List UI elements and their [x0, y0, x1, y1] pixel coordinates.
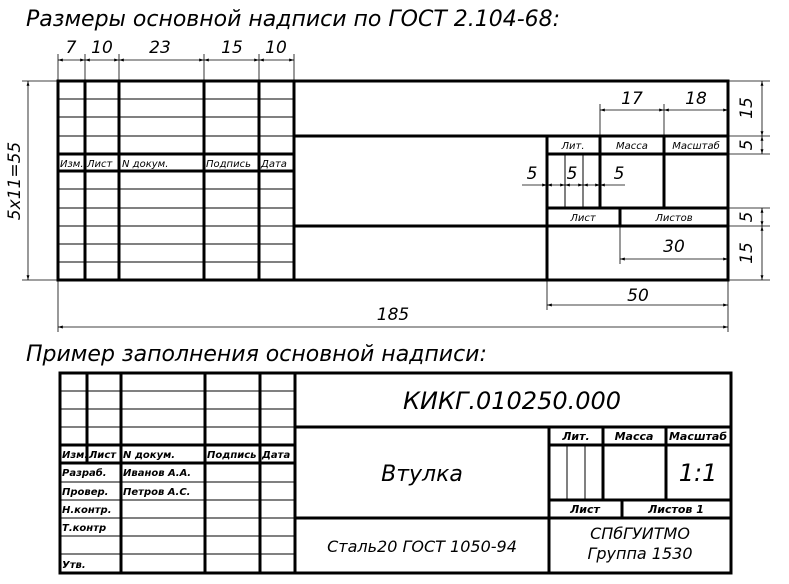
dim-5c: 5: [613, 164, 625, 184]
inner-width-dimensions: [600, 89, 728, 136]
dim-5b: 5: [566, 164, 578, 184]
bottom-dimensions: [58, 280, 728, 332]
diagram-frame: [58, 81, 728, 280]
person-razrab: Иванов А.А.: [123, 468, 192, 479]
ex-header-lit: Лит.: [562, 430, 590, 443]
ex-organization: СПбГУИТМО: [590, 524, 690, 543]
dim-5-right-b: 5: [737, 211, 757, 223]
dim-10b: 10: [265, 38, 287, 58]
lit-cell-dimensions: [522, 164, 625, 185]
header-list: Лист: [87, 159, 113, 170]
dim-17: 17: [621, 89, 643, 109]
ex-header-n-dokum: N докум.: [123, 450, 176, 461]
role-prover: Провер.: [62, 487, 109, 498]
header-sheet: Лист: [570, 213, 596, 224]
role-razrab: Разраб.: [62, 468, 107, 479]
role-utv: Утв.: [62, 560, 86, 571]
header-lit: Лит.: [561, 141, 585, 152]
role-n-kontr: Н.контр.: [62, 505, 112, 516]
header-data: Дата: [261, 159, 287, 170]
ex-header-data: Дата: [262, 450, 291, 461]
dim-30: 30: [663, 237, 685, 257]
left-dimension: [5, 81, 58, 280]
example-column-headers: [62, 450, 290, 461]
sheet-width-dimension: [620, 226, 728, 264]
dimensions-heading: Размеры основной надписи по ГОСТ 2.104-68:: [26, 7, 561, 32]
ex-group: Группа 1530: [587, 544, 693, 563]
ex-header-izm: Изм.: [62, 450, 89, 461]
example-fields: [327, 387, 717, 563]
ex-designation: КИКГ.010250.000: [402, 387, 622, 415]
dim-5a: 5: [526, 164, 538, 184]
dim-50: 50: [627, 286, 649, 306]
dim-15-right-bottom: 15: [737, 242, 757, 264]
ex-listov: Листов 1: [648, 503, 704, 516]
dim-10: 10: [91, 38, 113, 58]
dim-15-right-top: 15: [737, 97, 757, 119]
dim-23: 23: [149, 38, 171, 58]
ex-header-podpis: Подпись: [207, 450, 257, 461]
example-roles: [62, 467, 191, 571]
ex-material: Сталь20 ГОСТ 1050-94: [327, 537, 517, 556]
dim-18: 18: [685, 89, 707, 109]
role-t-kontr: Т.контр: [62, 523, 107, 534]
example-heading: Пример заполнения основной надписи:: [26, 342, 487, 367]
dim-15: 15: [221, 38, 243, 58]
dim-5x11: 5x11=55: [5, 141, 25, 221]
header-izm: Изм.: [60, 159, 84, 170]
header-massa: Масса: [616, 141, 648, 152]
ex-part-name: Втулка: [381, 462, 463, 487]
header-n-dokum: N докум.: [122, 159, 169, 170]
right-dimensions: [728, 81, 770, 280]
person-prover: Петров А.С.: [123, 487, 191, 498]
ex-header-masshtab: Масштаб: [668, 430, 728, 443]
ex-header-sheet: Лист: [570, 503, 600, 516]
ex-header-massa: Масса: [614, 430, 654, 443]
ex-scale: 1:1: [678, 459, 718, 487]
top-dimensions: [58, 38, 294, 81]
dimension-diagram: [58, 81, 728, 280]
header-listov: Листов: [655, 213, 693, 224]
header-podpis: Подпись: [206, 159, 251, 170]
dim-5-right-a: 5: [737, 139, 757, 151]
dim-7: 7: [65, 38, 77, 58]
ex-header-list: Лист: [89, 450, 117, 461]
header-masshtab: Масштаб: [672, 141, 720, 152]
diagram-column-headers: [60, 159, 287, 170]
dim-185: 185: [376, 305, 410, 325]
